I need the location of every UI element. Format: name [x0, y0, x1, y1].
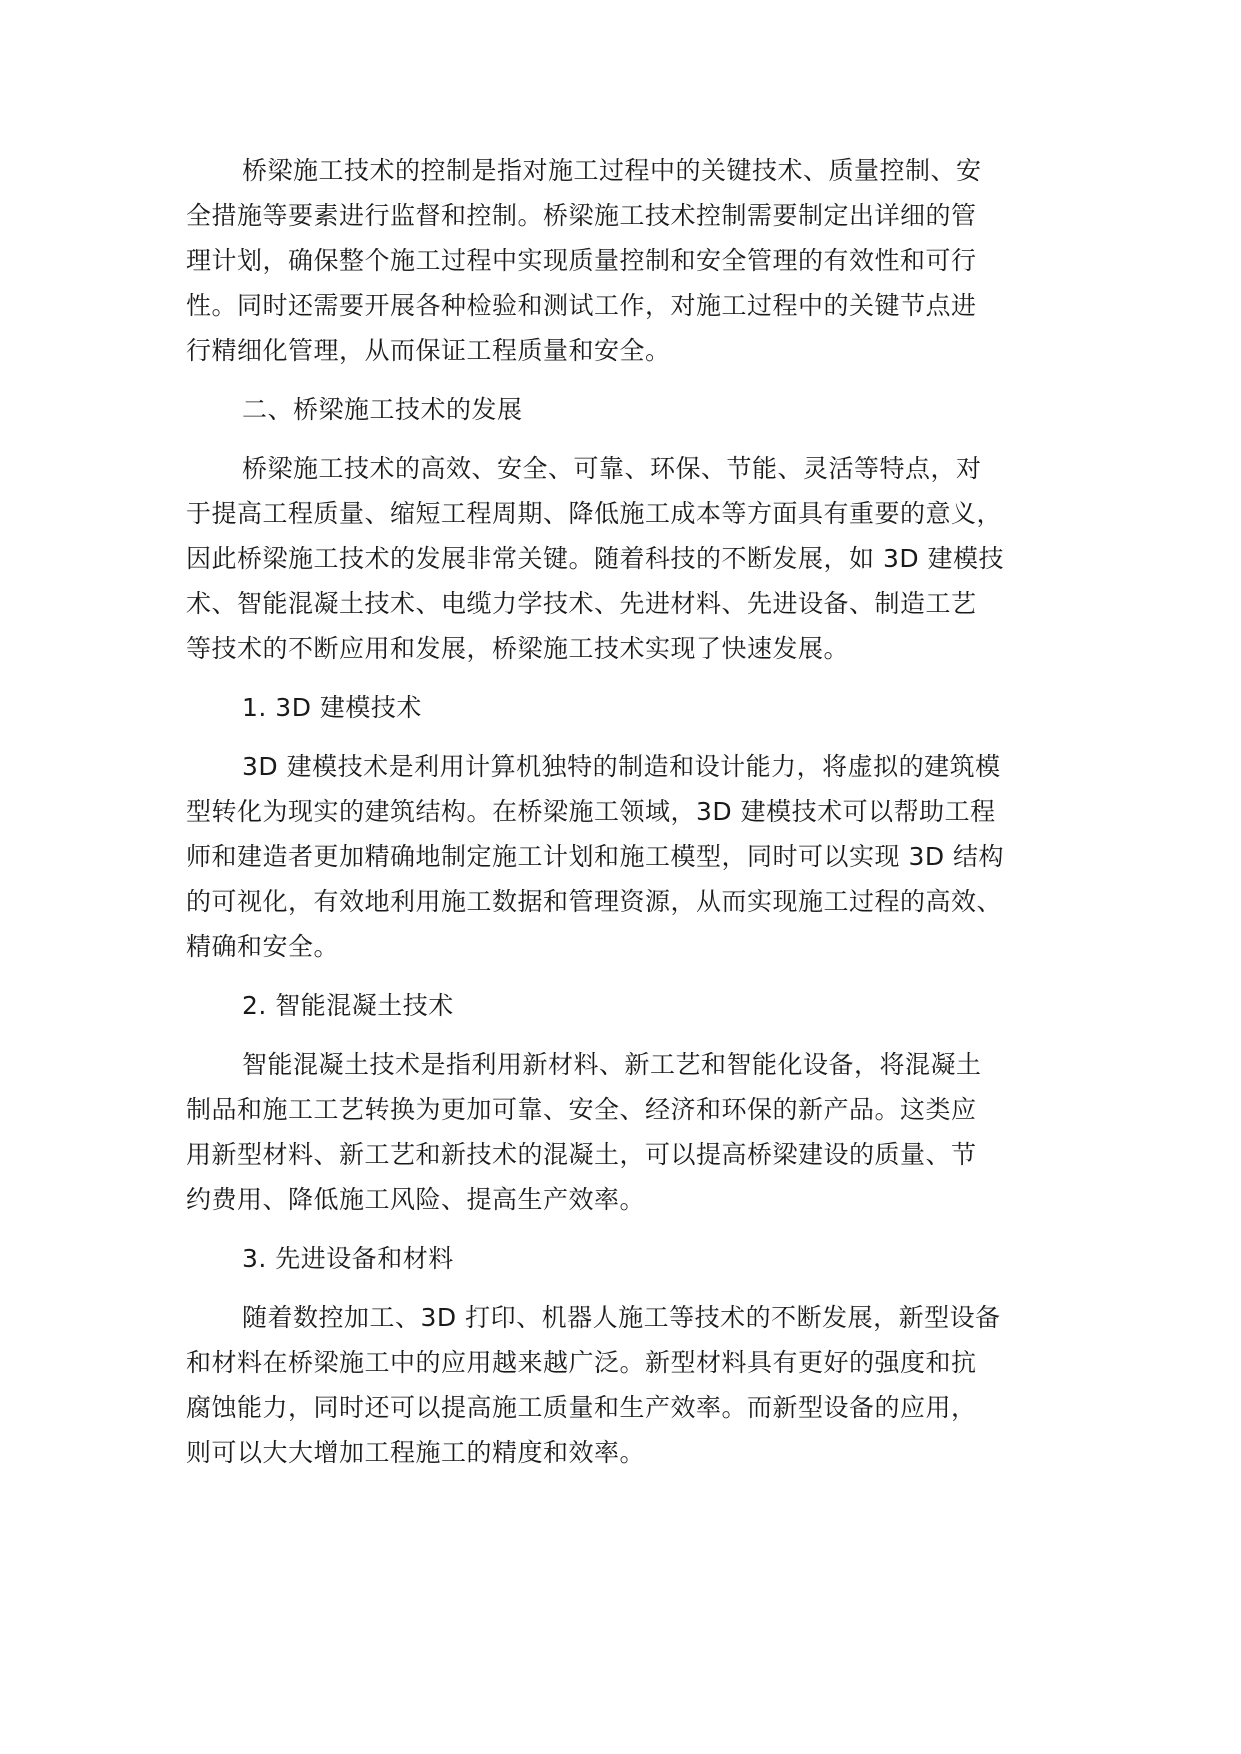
heading-text: 2. 智能混凝土技术 [242, 991, 454, 1020]
text-line: 因此桥梁施工技术的发展非常关键。随着科技的不断发展，如 3D 建模技 [186, 544, 1005, 573]
text-line: 师和建造者更加精确地制定施工计划和施工模型，同时可以实现 3D 结构 [186, 842, 1005, 871]
text-line: 约费用、降低施工风险、提高生产效率。 [186, 1185, 646, 1214]
text-line: 于提高工程质量、缩短工程周期、降低施工成本等方面具有重要的意义， [186, 499, 1003, 528]
text-line: 理计划，确保整个施工过程中实现质量控制和安全管理的有效性和可行 [186, 246, 977, 275]
heading-text: 二、桥梁施工技术的发展 [242, 395, 523, 424]
section-heading-development [186, 387, 1058, 432]
text-line: 随着数控加工、3D 打印、机器人施工等技术的不断发展，新型设备 [242, 1303, 1001, 1332]
text-line: 行精细化管理，从而保证工程质量和安全。 [186, 336, 671, 365]
text-line: 型转化为现实的建筑结构。在桥梁施工领域，3D 建模技术可以帮助工程 [186, 797, 996, 826]
text-line: 全措施等要素进行监督和控制。桥梁施工技术控制需要制定出详细的管 [186, 201, 977, 230]
text-line: 的可视化，有效地利用施工数据和管理资源，从而实现施工过程的高效、 [186, 887, 1003, 916]
text-line: 术、智能混凝土技术、电缆力学技术、先进材料、先进设备、制造工艺 [186, 589, 977, 618]
text-line: 和材料在桥梁施工中的应用越来越广泛。新型材料具有更好的强度和抗 [186, 1348, 977, 1377]
text-line: 3D 建模技术是利用计算机独特的制造和设计能力，将虚拟的建筑模 [242, 752, 1001, 781]
paragraph-advanced-equipment [186, 1295, 1058, 1475]
paragraph-construction-control [186, 148, 1058, 373]
text-line: 性。同时还需要开展各种检验和测试工作，对施工过程中的关键节点进 [186, 291, 977, 320]
paragraph-development [186, 446, 1058, 671]
paragraph-smart-concrete [186, 1042, 1058, 1222]
text-line: 用新型材料、新工艺和新技术的混凝土，可以提高桥梁建设的质量、节 [186, 1140, 977, 1169]
text-line: 精确和安全。 [186, 932, 340, 961]
heading-text: 1. 3D 建模技术 [242, 693, 422, 722]
document-body [186, 148, 1058, 1475]
text-line: 桥梁施工技术的控制是指对施工过程中的关键技术、质量控制、安 [242, 156, 982, 185]
text-line: 桥梁施工技术的高效、安全、可靠、环保、节能、灵活等特点，对 [242, 454, 982, 483]
text-line: 腐蚀能力，同时还可以提高施工质量和生产效率。而新型设备的应用， [186, 1393, 977, 1422]
subheading-smart-concrete [186, 983, 1058, 1028]
text-line: 制品和施工工艺转换为更加可靠、安全、经济和环保的新产品。这类应 [186, 1095, 977, 1124]
text-line: 则可以大大增加工程施工的精度和效率。 [186, 1438, 646, 1467]
paragraph-3d-modeling [186, 744, 1058, 969]
subheading-advanced-equipment [186, 1236, 1058, 1281]
text-line: 等技术的不断应用和发展，桥梁施工技术实现了快速发展。 [186, 634, 850, 663]
text-line: 智能混凝土技术是指利用新材料、新工艺和智能化设备，将混凝土 [242, 1050, 982, 1079]
heading-text: 3. 先进设备和材料 [242, 1244, 454, 1273]
subheading-3d-modeling [186, 685, 1058, 730]
